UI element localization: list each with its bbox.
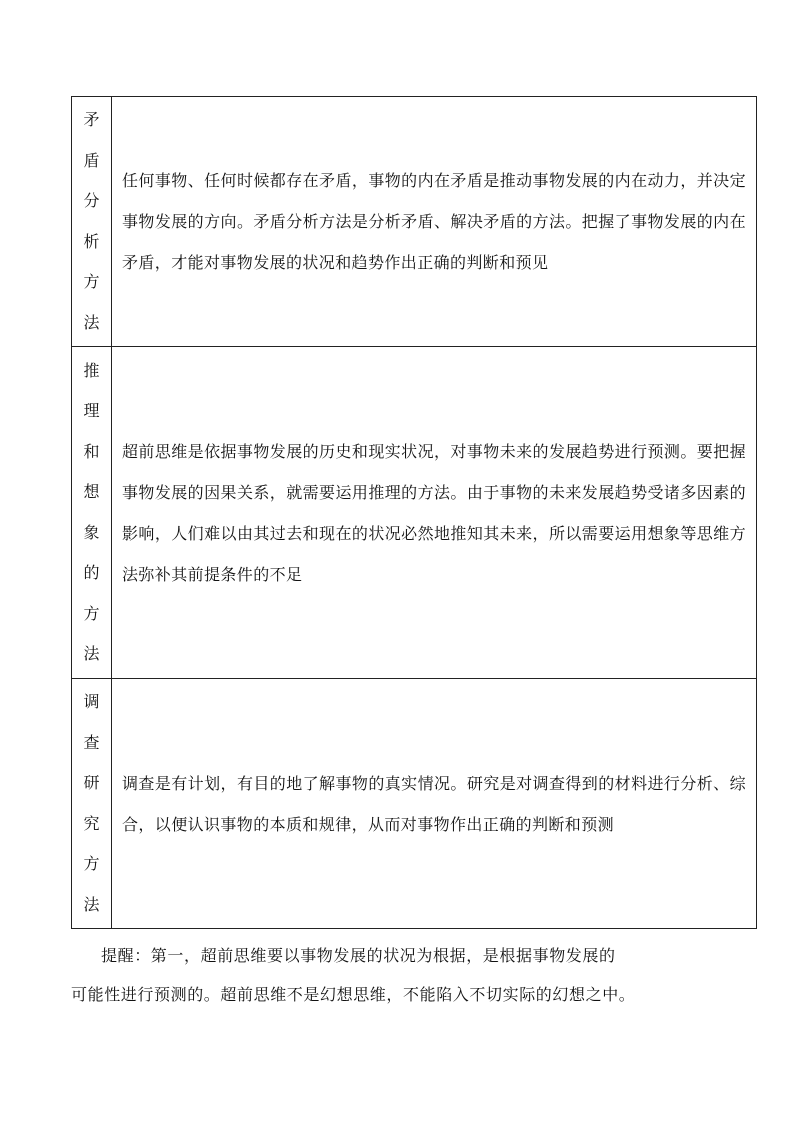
methods-table: [71, 96, 757, 929]
row-header-char: 析: [83, 231, 100, 251]
row-header-char: 调: [83, 692, 100, 711]
row-header-char: 法: [83, 894, 100, 914]
table-row: [72, 97, 757, 347]
reminder-line: 提醒：第一，超前思维要以事物发展的状况为根据，是根据事物发展的: [101, 946, 616, 965]
row-header-char: 的: [83, 563, 100, 582]
row-header-investigation-research: [72, 679, 112, 929]
reminder-line: 可能性进行预测的。超前思维不是幻想思维，不能陷入不切实际的幻想之中。: [71, 985, 636, 1004]
row-header-char: 象: [83, 522, 100, 542]
row-content-investigation-research: 调查是有计划，有目的地了解事物的真实情况。研究是对调查得到的材料进行分析、综合，以便认识事物的本质和规律，从而对事物作出正确的判断和预测: [112, 679, 757, 929]
row-header-char: 查: [83, 732, 100, 752]
row-header-char: 究: [83, 813, 100, 833]
row-header-char: 理: [83, 401, 100, 420]
row-header-char: 方: [83, 854, 100, 873]
row-header-char: 推: [83, 360, 100, 380]
row-header-char: 矛: [83, 110, 100, 129]
row-header-char: 想: [83, 482, 100, 501]
row-header-char: 分: [83, 191, 100, 210]
row-header-char: 法: [83, 312, 100, 332]
row-header-char: 和: [83, 441, 100, 461]
row-header-char: 研: [83, 773, 100, 792]
row-header-char: 方: [83, 603, 100, 623]
row-header-reasoning-imagination: [72, 347, 112, 679]
row-content-contradiction-analysis: 任何事物、任何时候都存在矛盾，事物的内在矛盾是推动事物发展的内在动力，并决定事物发展的方向。矛盾分析方法是分析矛盾、解决矛盾的方法。把握了事物发展的内在矛盾，才能对事物发展的状况和趋势作出正确的判断和预见: [112, 97, 757, 347]
row-header-char: 盾: [83, 150, 100, 170]
row-header-contradiction-analysis: [72, 97, 112, 347]
row-content-reasoning-imagination: 超前思维是依据事物发展的历史和现实状况，对事物未来的发展趋势进行预测。要把握事物发展的因果关系，就需要运用推理的方法。由于事物的未来发展趋势受诸多因素的影响，人们难以由其过去和现在的状况必然地推知其未来，所以需要运用想象等思维方法弥补其前提条件的不足: [112, 347, 757, 679]
table-row: [72, 347, 757, 679]
table-row: [72, 679, 757, 929]
row-header-char: 法: [83, 644, 100, 663]
row-header-char: 方: [83, 272, 100, 291]
reminder-paragraph: [71, 936, 757, 1014]
